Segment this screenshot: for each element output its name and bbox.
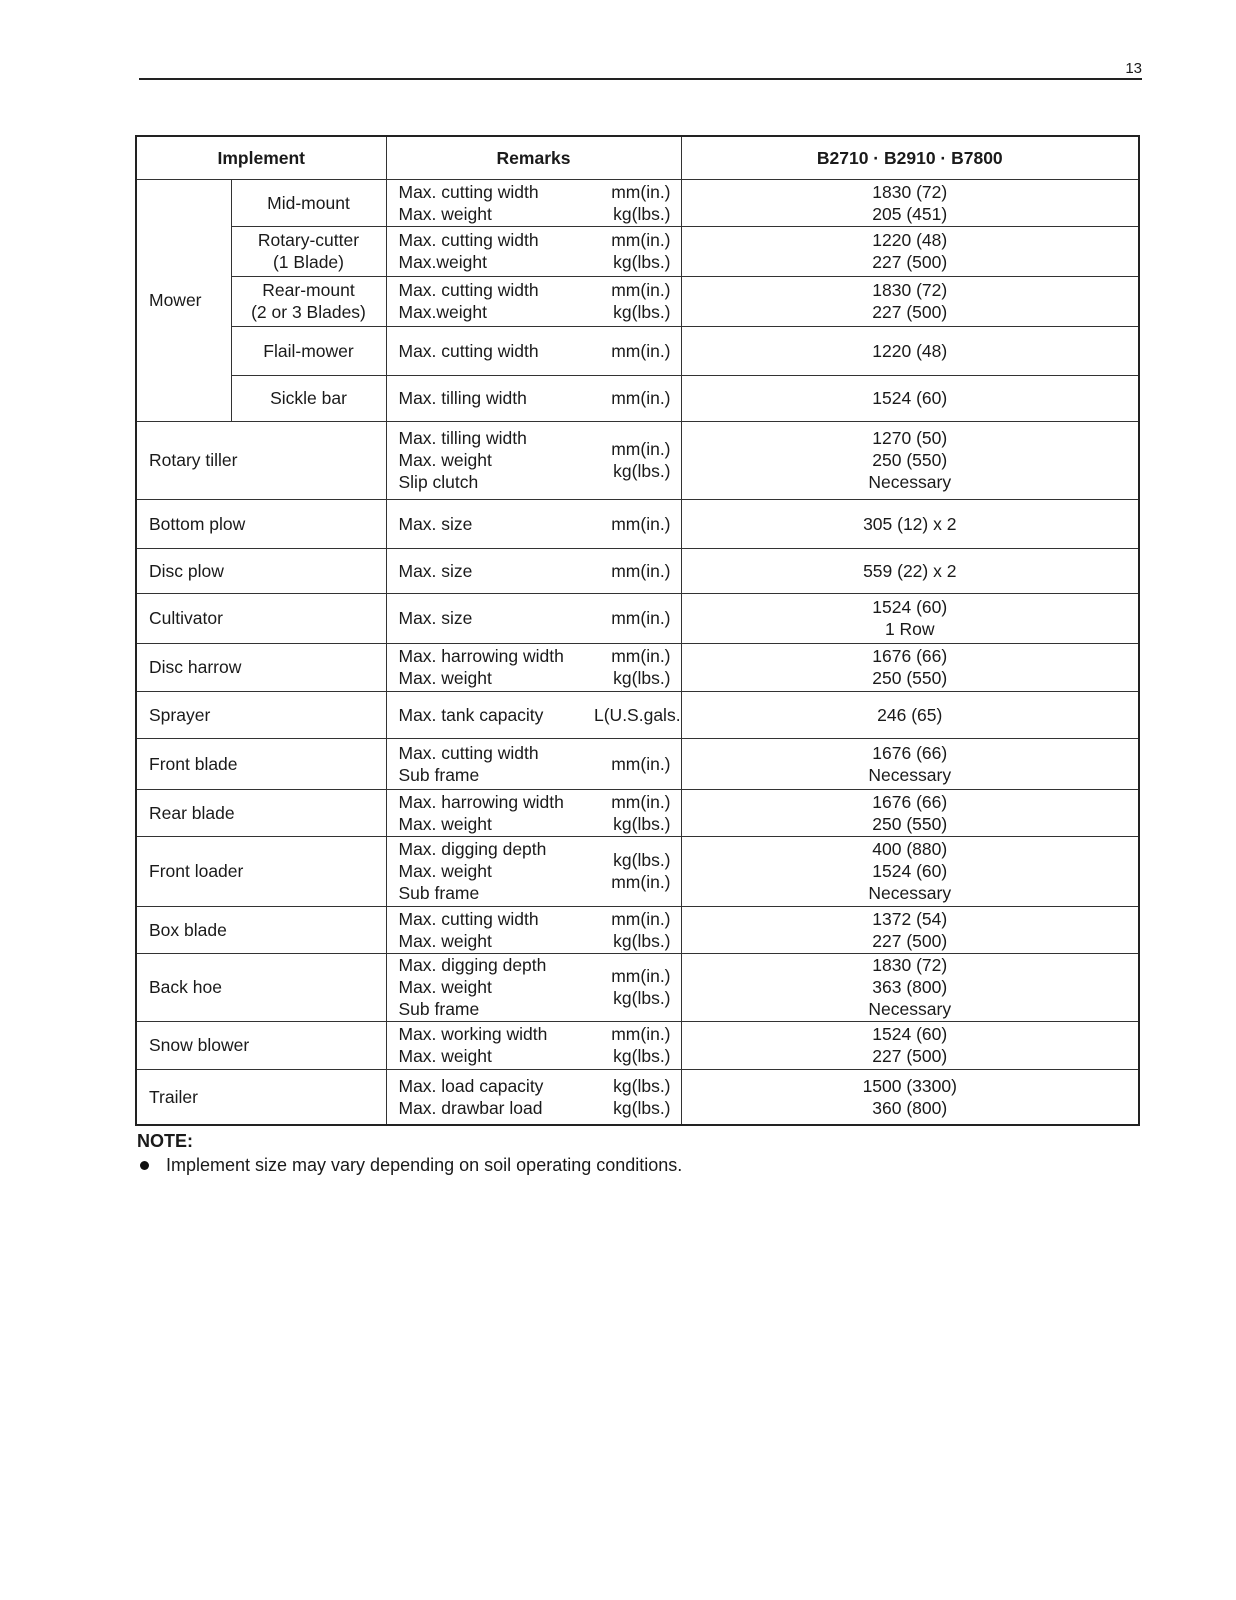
value-line: 205 (451)	[872, 203, 948, 224]
unit-cell	[594, 836, 681, 906]
implement-name: Trailer	[136, 1069, 386, 1125]
remark-line: Max. size	[398, 513, 473, 534]
remarks-cell	[386, 548, 594, 593]
unit-cell	[594, 226, 681, 276]
remark-line: Max. harrowing width	[398, 646, 564, 666]
unit-cell	[594, 548, 681, 593]
value-line: 1524 (60)	[872, 861, 948, 881]
value-cell	[681, 326, 1139, 375]
value-cell	[681, 789, 1139, 836]
page-number: 13	[1125, 60, 1142, 77]
remark-line: Max. drawbar load	[398, 1097, 543, 1118]
value-line: 250 (550)	[872, 450, 948, 470]
table-row	[136, 643, 1139, 691]
remark-line: Max. cutting width	[398, 742, 539, 763]
value-line: 1524 (60)	[872, 388, 948, 408]
value-line: Necessary	[868, 999, 952, 1019]
unit-line: kg(lbs.)	[613, 461, 671, 481]
unit-cell	[594, 421, 681, 499]
remark-line: Max. tank capacity	[398, 704, 544, 725]
table-header-row	[136, 136, 1139, 179]
value-line: 1 Row	[884, 619, 935, 639]
value-cell	[681, 906, 1139, 953]
value-line: 1676 (66)	[872, 646, 948, 666]
note-title: NOTE:	[137, 1131, 193, 1151]
unit-line: mm(in.)	[611, 966, 671, 986]
unit-cell	[594, 593, 681, 643]
remarks-cell	[386, 499, 594, 548]
value-cell	[681, 593, 1139, 643]
table-row	[136, 179, 1139, 226]
note-item	[140, 1155, 840, 1176]
value-cell	[681, 738, 1139, 789]
implement-name: Front blade	[136, 738, 386, 789]
unit-line: mm(in.)	[611, 181, 671, 202]
implement-name	[231, 276, 386, 326]
unit-cell	[594, 1021, 681, 1069]
implement-name-line: Flail-mower	[263, 340, 354, 361]
remark-line: Max. cutting width	[398, 280, 539, 300]
remark-line: Max. cutting width	[398, 908, 539, 929]
unit-cell	[594, 326, 681, 375]
unit-line: mm(in.)	[611, 439, 671, 459]
implement-name: Cultivator	[136, 593, 386, 643]
value-line: 1500 (3300)	[862, 1075, 957, 1096]
value-line: 227 (500)	[872, 302, 948, 322]
remarks-cell	[386, 836, 594, 906]
unit-line: mm(in.)	[611, 872, 671, 892]
remark-line: Max. digging depth	[398, 955, 547, 975]
value-cell	[681, 548, 1139, 593]
implement-name: Bottom plow	[136, 499, 386, 548]
value-cell	[681, 179, 1139, 226]
table-row	[136, 548, 1139, 593]
remarks-cell	[386, 276, 594, 326]
implement-name: Box blade	[136, 906, 386, 953]
remark-line: Max. weight	[398, 813, 492, 834]
category-mower: Mower	[136, 179, 231, 421]
remark-line: Max. weight	[398, 1046, 492, 1066]
unit-line: kg(lbs.)	[613, 1046, 671, 1066]
value-cell	[681, 691, 1139, 738]
value-line: 227 (500)	[872, 1046, 948, 1066]
unit-line: mm(in.)	[611, 791, 671, 812]
value-line: Necessary	[868, 883, 952, 903]
remarks-cell	[386, 906, 594, 953]
unit-cell	[594, 499, 681, 548]
table-row	[136, 375, 1139, 421]
remark-line: Sub frame	[398, 883, 480, 903]
note-text: Implement size may vary depending on soil operating conditions.	[166, 1155, 683, 1175]
unit-cell	[594, 643, 681, 691]
remarks-cell	[386, 789, 594, 836]
unit-line: mm(in.)	[611, 1024, 671, 1044]
remark-line: Max.weight	[398, 252, 488, 272]
unit-line: mm(in.)	[611, 513, 671, 534]
remarks-cell	[386, 738, 594, 789]
implement-name: Back hoe	[136, 953, 386, 1021]
value-cell	[681, 276, 1139, 326]
value-line: 1220 (48)	[872, 340, 948, 361]
table-row	[136, 226, 1139, 276]
unit-cell	[594, 276, 681, 326]
implement-name: Snow blower	[136, 1021, 386, 1069]
implement-name: Disc harrow	[136, 643, 386, 691]
value-line: 1524 (60)	[872, 597, 948, 617]
table-row	[136, 1021, 1139, 1069]
remarks-cell	[386, 326, 594, 375]
unit-line: kg(lbs.)	[613, 1075, 671, 1096]
table-row	[136, 789, 1139, 836]
value-line: 246 (65)	[877, 704, 943, 725]
remarks-cell	[386, 179, 594, 226]
header-implement: Implement	[136, 136, 386, 179]
remark-line: Max. weight	[398, 861, 492, 881]
remark-line: Max. tilling width	[398, 388, 527, 408]
remark-line: Max. working width	[398, 1024, 548, 1044]
remarks-cell	[386, 1021, 594, 1069]
unit-line: kg(lbs.)	[613, 813, 671, 834]
remark-line: Slip clutch	[398, 472, 479, 492]
table-row	[136, 276, 1139, 326]
remark-line: Max. weight	[398, 450, 492, 470]
remarks-cell	[386, 953, 594, 1021]
remark-line: Sub frame	[398, 999, 480, 1019]
remark-line: Max. cutting width	[398, 181, 539, 202]
implement-spec-table	[135, 135, 1140, 1126]
unit-line: L(U.S.gals.	[594, 704, 681, 725]
implement-name: Front loader	[136, 836, 386, 906]
remarks-cell	[386, 226, 594, 276]
unit-line: kg(lbs.)	[613, 252, 671, 272]
value-line: 1524 (60)	[872, 1024, 948, 1044]
unit-line: kg(lbs.)	[613, 988, 671, 1008]
remarks-cell	[386, 421, 594, 499]
remark-line: Max. cutting width	[398, 230, 539, 250]
unit-line: mm(in.)	[611, 908, 671, 929]
unit-cell	[594, 691, 681, 738]
remark-line: Max. weight	[398, 930, 492, 951]
unit-line: kg(lbs.)	[613, 302, 671, 322]
table-row	[136, 593, 1139, 643]
value-line: 305 (12) x 2	[863, 513, 957, 534]
value-line: 227 (500)	[872, 930, 948, 951]
unit-line: kg(lbs.)	[613, 668, 671, 688]
remark-line: Max. tilling width	[398, 428, 527, 448]
table-row	[136, 326, 1139, 375]
implement-name	[231, 375, 386, 421]
implement-name: Disc plow	[136, 548, 386, 593]
unit-cell	[594, 179, 681, 226]
value-line: 227 (500)	[872, 252, 948, 272]
implement-name: Sprayer	[136, 691, 386, 738]
table-row	[136, 836, 1139, 906]
unit-cell	[594, 789, 681, 836]
implement-name-line: (2 or 3 Blades)	[251, 302, 366, 322]
header-models: B2710 · B2910 · B7800	[681, 136, 1139, 179]
remark-line: Max. weight	[398, 203, 492, 224]
remarks-cell	[386, 691, 594, 738]
table-row	[136, 421, 1139, 499]
unit-line: mm(in.)	[611, 560, 671, 581]
remark-line: Max. harrowing width	[398, 791, 564, 812]
value-line: 1270 (50)	[872, 428, 948, 448]
unit-cell	[594, 738, 681, 789]
implement-name: Rotary tiller	[136, 421, 386, 499]
remark-line: Max. weight	[398, 668, 492, 688]
value-cell	[681, 226, 1139, 276]
remarks-cell	[386, 375, 594, 421]
implement-name-line: Sickle bar	[270, 388, 347, 408]
table-row	[136, 691, 1139, 738]
remark-line: Max. weight	[398, 977, 492, 997]
table-row	[136, 906, 1139, 953]
implement-name-line: (1 Blade)	[272, 252, 344, 272]
table-row	[136, 1069, 1139, 1125]
header-rule	[139, 78, 1142, 80]
value-cell	[681, 643, 1139, 691]
value-cell	[681, 1069, 1139, 1125]
remarks-cell	[386, 593, 594, 643]
unit-line: kg(lbs.)	[613, 203, 671, 224]
unit-line: kg(lbs.)	[613, 850, 671, 870]
implement-name-line: Rotary-cutter	[257, 230, 360, 250]
implement-name	[231, 179, 386, 226]
unit-cell	[594, 1069, 681, 1125]
value-line: 1372 (54)	[872, 908, 948, 929]
value-cell	[681, 499, 1139, 548]
unit-cell	[594, 906, 681, 953]
remark-line: Sub frame	[398, 764, 480, 785]
value-cell	[681, 375, 1139, 421]
value-line: 360 (800)	[872, 1097, 948, 1118]
unit-line: mm(in.)	[611, 388, 671, 408]
value-cell	[681, 1021, 1139, 1069]
remark-line: Max. size	[398, 608, 473, 628]
implement-name	[231, 326, 386, 375]
unit-line: kg(lbs.)	[613, 930, 671, 951]
unit-line: mm(in.)	[611, 340, 671, 361]
implement-name	[231, 226, 386, 276]
unit-line: mm(in.)	[611, 280, 671, 300]
value-cell	[681, 953, 1139, 1021]
value-line: 400 (880)	[872, 839, 948, 859]
value-line: Necessary	[868, 764, 952, 785]
value-line: 1830 (72)	[872, 280, 948, 300]
implement-name: Rear blade	[136, 789, 386, 836]
remarks-cell	[386, 643, 594, 691]
remark-line: Max. load capacity	[398, 1075, 544, 1096]
value-line: 559 (22) x 2	[863, 560, 957, 581]
unit-line: mm(in.)	[611, 646, 671, 666]
unit-line: kg(lbs.)	[613, 1097, 671, 1118]
unit-cell	[594, 375, 681, 421]
implement-name-line: Mid-mount	[267, 192, 350, 213]
remark-line: Max. digging depth	[398, 839, 547, 859]
remark-line: Max. cutting width	[398, 340, 539, 361]
table-row	[136, 738, 1139, 789]
remark-line: Max.weight	[398, 302, 488, 322]
value-cell	[681, 421, 1139, 499]
value-line: 363 (800)	[872, 977, 948, 997]
value-line: 1830 (72)	[872, 181, 948, 202]
table-body	[136, 179, 1139, 1125]
table-row	[136, 953, 1139, 1021]
value-line: 1676 (66)	[872, 791, 948, 812]
value-line: 1220 (48)	[872, 230, 948, 250]
remark-line: Max. size	[398, 560, 473, 581]
value-line: Necessary	[868, 472, 952, 492]
value-cell	[681, 836, 1139, 906]
unit-cell	[594, 953, 681, 1021]
unit-line: mm(in.)	[611, 230, 671, 250]
implement-name-line: Rear-mount	[262, 280, 355, 300]
header-remarks: Remarks	[386, 136, 681, 179]
unit-line: mm(in.)	[611, 608, 671, 628]
table-row	[136, 499, 1139, 548]
value-line: 250 (550)	[872, 813, 948, 834]
value-line: 1830 (72)	[872, 955, 948, 975]
unit-line: mm(in.)	[611, 753, 671, 774]
value-line: 1676 (66)	[872, 742, 948, 763]
value-line: 250 (550)	[872, 668, 948, 688]
remarks-cell	[386, 1069, 594, 1125]
bullet-icon	[140, 1161, 149, 1170]
